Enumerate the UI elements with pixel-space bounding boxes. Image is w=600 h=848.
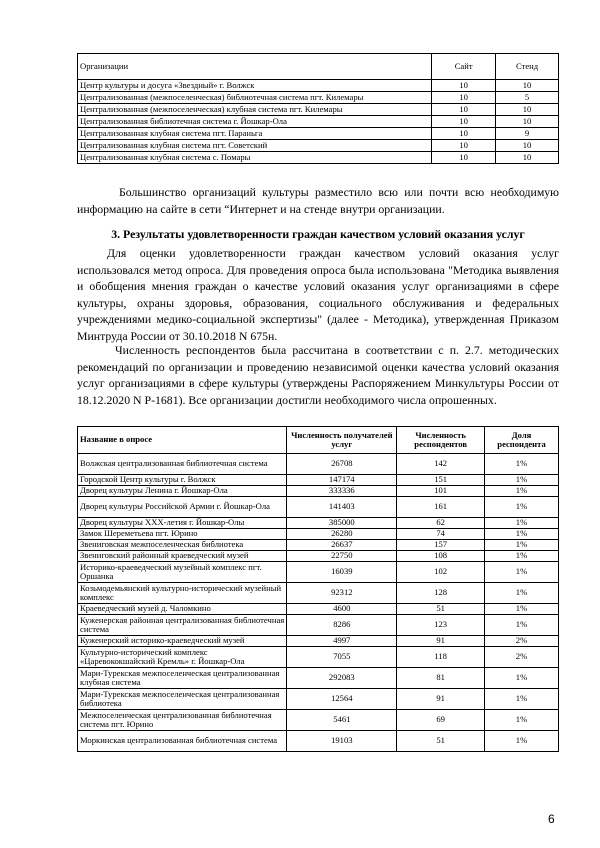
respondents-count-cell: 74 (397, 529, 485, 540)
recipients-count-cell: 147174 (287, 475, 397, 486)
respondents-count-cell: 101 (397, 486, 485, 497)
recipients-count-cell: 26637 (287, 540, 397, 551)
stand-score-cell: 10 (496, 140, 559, 152)
survey-name-cell: Дворец культуры Российской Армии г. Йошкар-Ола (78, 497, 287, 518)
survey-name-cell: Куженерский историко-краеведческий музей (78, 636, 287, 647)
header-respondents-count: Численность респондентов (397, 427, 485, 454)
respondent-share-cell: 1% (485, 562, 559, 583)
respondents-count-cell: 102 (397, 562, 485, 583)
respondent-share-cell: 1% (485, 540, 559, 551)
respondent-share-cell: 1% (485, 518, 559, 529)
respondents-count-cell: 62 (397, 518, 485, 529)
org-name-cell: Централизованная клубная система пгт. Советский (78, 140, 432, 152)
table-row (78, 128, 559, 140)
respondents-count-cell: 128 (397, 583, 485, 604)
stand-score-cell: 10 (496, 104, 559, 116)
table2-body (78, 427, 559, 752)
site-score-cell: 10 (432, 152, 496, 164)
recipients-count-cell: 292083 (287, 668, 397, 689)
page-number: 6 (548, 812, 555, 826)
table1-body (78, 54, 559, 164)
survey-name-cell: Городской Центр культуры г. Волжск (78, 475, 287, 486)
recipients-count-cell: 19103 (287, 731, 397, 752)
survey-name-cell: Дворец культуры Ленина г. Йошкар-Ола (78, 486, 287, 497)
table-header-row (78, 427, 559, 454)
table-row (78, 647, 559, 668)
paragraph-respondents (77, 342, 559, 408)
header-recipients-count: Численность получателей услуг (287, 427, 397, 454)
respondent-share-cell: 1% (485, 689, 559, 710)
survey-name-cell: Дворец культуры XXX-летия г. Йошкар-Олы (78, 518, 287, 529)
site-score-cell: 10 (432, 104, 496, 116)
recipients-count-cell: 26708 (287, 454, 397, 475)
table-row (78, 668, 559, 689)
site-score-cell: 10 (432, 92, 496, 104)
respondents-count-cell: 51 (397, 731, 485, 752)
respondents-count-cell: 161 (397, 497, 485, 518)
respondents-table (77, 426, 559, 752)
recipients-count-cell: 12564 (287, 689, 397, 710)
paragraph-method (77, 245, 559, 345)
org-name-cell: Централизованная (межпоселенческая) клубная система пгт. Килемары (78, 104, 432, 116)
table-row (78, 80, 559, 92)
survey-name-cell: Волжская централизованная библиотечная система (78, 454, 287, 475)
paragraph-method-text: Для оценки удовлетворенности граждан качеством условий оказания услуг использовался метод опроса. Для проведения опроса была использована "Методика выявления и обобщения мнения граждан о качестве условий оказания услуг организациями в сфере культуры, охраны здоровья, образования, социального обслуживания и федеральных учреждениями медико-социальной экспертизы" (далее - Методика), утвержденная Приказом Минтруда России от 30.10.2018 N 675н. (77, 246, 559, 343)
respondents-count-cell: 123 (397, 615, 485, 636)
org-name-cell: Централизованная клубная система пгт. Параньга (78, 128, 432, 140)
survey-name-cell: Звениговская межпоселенческая библиотека (78, 540, 287, 551)
recipients-count-cell: 7055 (287, 647, 397, 668)
table-row (78, 689, 559, 710)
header-respondent-share: Доля респондента (485, 427, 559, 454)
header-organizations: Организации (78, 54, 432, 80)
survey-name-cell: Краеведческий музей д. Чаломкино (78, 604, 287, 615)
survey-name-cell: Звениговский районный краеведческий музей (78, 551, 287, 562)
recipients-count-cell: 333336 (287, 486, 397, 497)
survey-name-cell: Мари-Турекская межпоселенческая централизованная библиотека (78, 689, 287, 710)
respondents-count-cell: 151 (397, 475, 485, 486)
table-row (78, 529, 559, 540)
site-score-cell: 10 (432, 116, 496, 128)
table-row (78, 140, 559, 152)
section-heading: 3. Результаты удовлетворенности граждан качеством условий оказания услуг (111, 227, 525, 241)
respondent-share-cell: 1% (485, 731, 559, 752)
table-row (78, 731, 559, 752)
org-name-cell: Централизованная библиотечная система г. Йошкар-Ола (78, 116, 432, 128)
respondents-count-cell: 108 (397, 551, 485, 562)
survey-name-cell: Межпоселенческая централизованная библиотечная система пгт. Юрино (78, 710, 287, 731)
respondents-count-cell: 91 (397, 636, 485, 647)
survey-name-cell: Куженерская районная централизованная библиотечная система (78, 615, 287, 636)
table-row (78, 583, 559, 604)
recipients-count-cell: 26280 (287, 529, 397, 540)
header-survey-name: Название в опросе (78, 427, 287, 454)
stand-score-cell: 10 (496, 116, 559, 128)
table-header-row (78, 54, 559, 80)
table-row (78, 710, 559, 731)
recipients-count-cell: 92312 (287, 583, 397, 604)
respondents-count-cell: 81 (397, 668, 485, 689)
stand-score-cell: 10 (496, 152, 559, 164)
table-row (78, 540, 559, 551)
table-row (78, 497, 559, 518)
respondent-share-cell: 1% (485, 615, 559, 636)
respondent-share-cell: 1% (485, 475, 559, 486)
table-row (78, 615, 559, 636)
respondent-share-cell: 1% (485, 454, 559, 475)
websites-stands-table (77, 53, 559, 164)
respondent-share-cell: 1% (485, 529, 559, 540)
org-name-cell: Центр культуры и досуга «Звездный» г. Волжск (78, 80, 432, 92)
table-row (78, 636, 559, 647)
respondent-share-cell: 1% (485, 710, 559, 731)
table-row (78, 551, 559, 562)
recipients-count-cell: 4600 (287, 604, 397, 615)
recipients-count-cell: 5461 (287, 710, 397, 731)
site-score-cell: 10 (432, 80, 496, 92)
survey-name-cell: Мари-Турекская межпоселенческая централизованная клубная система (78, 668, 287, 689)
table-row (78, 604, 559, 615)
respondent-share-cell: 2% (485, 636, 559, 647)
table-row (78, 518, 559, 529)
recipients-count-cell: 141403 (287, 497, 397, 518)
table-row (78, 92, 559, 104)
org-name-cell: Централизованная клубная система с. Помары (78, 152, 432, 164)
table-row (78, 562, 559, 583)
respondent-share-cell: 1% (485, 583, 559, 604)
table-row (78, 486, 559, 497)
recipients-count-cell: 16039 (287, 562, 397, 583)
respondents-count-cell: 142 (397, 454, 485, 475)
table-row (78, 475, 559, 486)
respondent-share-cell: 1% (485, 551, 559, 562)
survey-name-cell: Культурно-исторический комплекс «Царевококшайский Кремль» г. Йошкар-Ола (78, 647, 287, 668)
respondents-count-cell: 91 (397, 689, 485, 710)
table-row (78, 454, 559, 475)
stand-score-cell: 9 (496, 128, 559, 140)
recipients-count-cell: 8286 (287, 615, 397, 636)
table-row (78, 152, 559, 164)
site-score-cell: 10 (432, 140, 496, 152)
respondents-count-cell: 118 (397, 647, 485, 668)
survey-name-cell: Козьмодемьянский культурно-исторический музейный комплекс (78, 583, 287, 604)
survey-name-cell: Моркинская централизованная библиотечная система (78, 731, 287, 752)
respondent-share-cell: 2% (485, 647, 559, 668)
respondent-share-cell: 1% (485, 604, 559, 615)
recipients-count-cell: 22750 (287, 551, 397, 562)
respondents-count-cell: 157 (397, 540, 485, 551)
stand-score-cell: 5 (496, 92, 559, 104)
site-score-cell: 10 (432, 128, 496, 140)
org-name-cell: Централизованная (межпоселенческая) библиотечная система пгт. Килемары (78, 92, 432, 104)
respondent-share-cell: 1% (485, 497, 559, 518)
recipients-count-cell: 4997 (287, 636, 397, 647)
respondents-count-cell: 51 (397, 604, 485, 615)
paragraph-summary-text: Большинство организаций культуры разместило всю или почти всю необходимую информацию на сайте в сети “Интернет и на стенде внутри организации. (77, 185, 559, 216)
survey-name-cell: Замок Шереметьева пгт. Юрино (78, 529, 287, 540)
paragraph-respondents-text: Численность респондентов была рассчитана в соответствии с п. 2.7. методических рекомендаций по организации и проведению независимой оценки качества условий оказания услуг организациями в сфере культуры (утверждены Распоряжением Минкультуры России от 18.12.2020 N Р-1681). Все организации достигли необходимого числа опрошенных. (77, 343, 559, 407)
recipients-count-cell: 385000 (287, 518, 397, 529)
respondent-share-cell: 1% (485, 486, 559, 497)
stand-score-cell: 10 (496, 80, 559, 92)
paragraph-summary (77, 184, 559, 217)
survey-name-cell: Историко-краеведческий музейный комплекс пгт. Оршанка (78, 562, 287, 583)
header-stand: Стенд (496, 54, 559, 80)
header-site: Сайт (432, 54, 496, 80)
respondents-count-cell: 69 (397, 710, 485, 731)
table-row (78, 104, 559, 116)
table-row (78, 116, 559, 128)
respondent-share-cell: 1% (485, 668, 559, 689)
